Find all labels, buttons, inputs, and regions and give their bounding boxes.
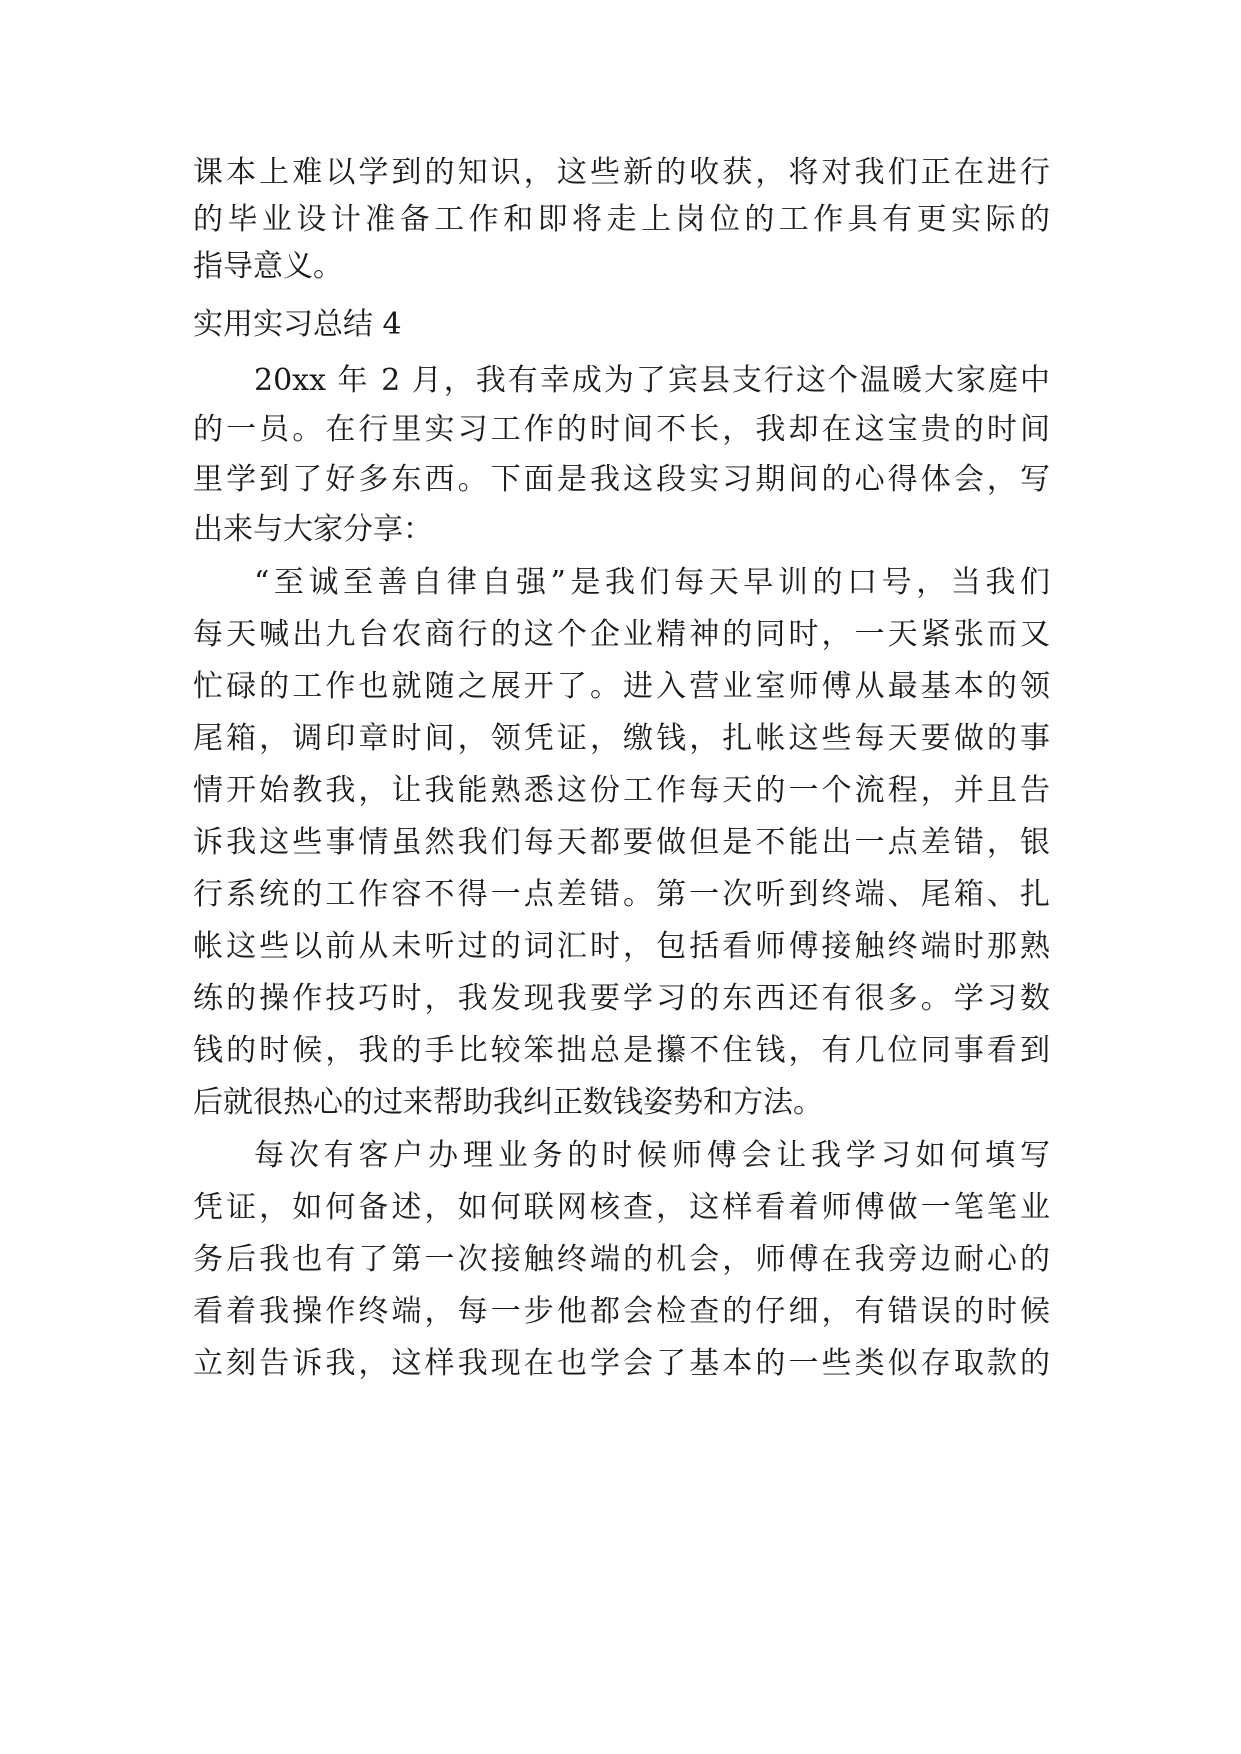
text-line: 看着我操作终端，每一步他都会检查的仔细，有错误的时候 [193,1294,1050,1329]
text-line: 尾箱，调印章时间，领凭证，缴钱，扎帐这些每天要做的事 [193,721,1050,756]
text-line: 的一员。在行里实习工作的时间不长，我却在这宝贵的时间 [193,412,1050,447]
text-line: 课本上难以学到的知识，这些新的收获，将对我们正在进行 [193,155,1050,190]
text-line: 务后我也有了第一次接触终端的机会，师傅在我旁边耐心的 [193,1242,1050,1277]
section-heading: 实用实习总结 4 [193,307,402,342]
text-line: 每天喊出九台农商行的这个企业精神的同时，一天紧张而又 [193,617,1050,652]
text-line: 情开始教我，让我能熟悉这份工作每天的一个流程，并且告 [193,773,1050,808]
text-line: 忙碌的工作也就随之展开了。进入营业室师傅从最基本的领 [193,669,1050,704]
text-line: 练的操作技巧时，我发现我要学习的东西还有很多。学习数 [193,981,1050,1016]
text-line: 行系统的工作容不得一点差错。第一次听到终端、尾箱、扎 [193,877,1050,912]
text-line: 每次有客户办理业务的时候师傅会让我学习如何填写 [254,1138,1050,1173]
text-line: 里学到了好多东西。下面是我这段实习期间的心得体会，写 [193,462,1050,497]
text-line: 后就很热心的过来帮助我纠正数钱姿势和方法。 [193,1085,823,1120]
text-line: 凭证，如何备述，如何联网核查，这样看着师傅做一笔笔业 [193,1190,1050,1225]
text-line: 指导意义。 [193,249,343,284]
text-line: “至诚至善自律自强”是我们每天早训的口号，当我们 [254,565,1050,600]
text-line: 诉我这些事情虽然我们每天都要做但是不能出一点差错，银 [193,825,1050,860]
text-line: 钱的时候，我的手比较笨拙总是攥不住钱，有几位同事看到 [193,1033,1050,1068]
text-line: 帐这些以前从未听过的词汇时，包括看师傅接触终端时那熟 [193,929,1050,964]
text-line: 的毕业设计准备工作和即将走上岗位的工作具有更实际的 [193,202,1050,237]
text-line: 立刻告诉我，这样我现在也学会了基本的一些类似存取款的 [193,1346,1050,1381]
text-line: 出来与大家分享： [193,512,433,547]
text-line: 20xx 年 2 月，我有幸成为了宾县支行这个温暖大家庭中 [254,363,1050,398]
